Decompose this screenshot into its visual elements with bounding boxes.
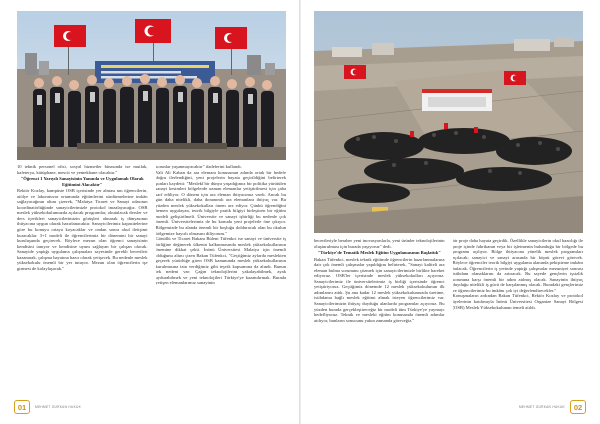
footer-brand-right: MEHMET GÜRKAN HUKUK: [518, 405, 565, 409]
right-col2-paragraph-2: Konuşmaların ardından Bakan Tüfenkci, Rektör Kozlay ve protokol üyelerinin katılımıyla İnönü Üniversitesi Organize Sanayi Bölgesi (OSB) Meslek Yüksekokulunun temeli atıldı.: [452, 293, 583, 310]
page-number-left: 01: [14, 400, 30, 414]
left-footer: [14, 400, 86, 414]
aerial-illustration-right: [314, 11, 583, 233]
left-col2-paragraph-1: sorunlar yaşanmayacaktır" ifadelerini kullandı.: [155, 164, 242, 169]
right-column-2: [453, 238, 584, 390]
right-col2-paragraph-1: bir proje daha hayata geçirdik. Özellikle sanayicilerin okul hazırlığı ile proje içinde fabrikanın veya bir işletmenin bulunduğu bir bölgede bu programı açılıyor. Bölge ihtiyacına yönelik meslek programları açılacak; sanayici ve sanayi arasında bir köprü görevi görecek. Böylece öğrenciler teorik bilgiyi uygulama alanında pekiştirme imkânı bulacak. Öğrencilerin iş yerinde yaptığı çalışmalar mezuniyet sonrası istihdam olanaklarını da artıracak. Bu sayede gençlerin işsizlik sorununa karşı önemli bir adım atılmış olacak. Sanayinin ihtiyaç duyduğu nitelikli iş gücü de karşılanmış olacak. Buradaki gençlerimiz ve öğrencilerimiz bu imkânı çok iyi değerlendirecekler.": [452, 238, 583, 293]
left-col2-paragraph-2: Vali Ali Kaban da ara elemanı konusunun adında ortak bir hedefe doğru ilerlendiğini, yeni projelerin hayata geçirildiğini belirterek şunları kaydetti: "Meslekî bir dünya yaşadığımız bir politika yürütülen sanayi kesimleri bölgelerde uzman elemanlar yetiştirilmesi için çaba sarf ediliyor. O dönem için ara eleman ihtiyacımız vardı. Ancak bu gün daha nitelikli, daha donanımlı ara elemanlara ihtiyaç var. Bu yüzden meslek yüksekokulları önem arz ediyor. Çünkü öğrendiğini hemen uygulayan, teorik bilgiyle pratik bilgiyi birleştiren bir eğitim modeli geliştirilmeli. Üniversite ve sanayi işbirliği bu nedenle çok önemli. Üniversitelerimiz de bu konuda yeni projelerle öne çıkıyor. Bölgemizde bu alanda önemli bir boşluğu dolduracak olan bu okulun bölgemize hayırlı olmasını diliyorum.": [155, 169, 286, 236]
left-col1-paragraph-2: Rektör Kozlay, kampüste OSB içerisinde yer alması nın öğrencilerin, atölye ve laboratuvar ortamında eğitimlerini sürdürmelerine imkân sağlayacağının altını çizerek, "Malatya Ticaret ve Sanayi odasının koordinatörlüğünde sanayicilerimizle protokol imzalayacağız. OSB meslek yüksekokulumuzda açılacak programlar, okutulacak dersler ve ders içerikleri sanayicilerimizin görüşleri alınarak iş dünyasının ihtiyacına uygun olarak hazırlanacaktır. Sanayicilerimiz kapasitelerine göre bu konuyu ortaya koyacaklar ve ondan sonra okul iletişimi kuracaklar. 3+1 modeli ile öğrencilerimiz bir dönemini bir sanayi kuruluşunda geçirecek. Böylece mezun olan öğrenci sanayisinin kendisini tanıyor ve kendisine uyum sağlayan bir çalışan olacak. Sanayide yaptığı uygulama çalışmaları sayesinde gerekli becerileri kazanarak, çalışma hayatına hazır olarak yetişecek. Bu nedenle meslek yüksekokulu önemli bir yer tutuyor. Mezun olan öğrencilerin işe girmesi de kolaylaşacak.": [17, 188, 148, 271]
left-col1-subheading: "Öğrenci 1 Yarıyılı Sanayisinin Yanında ve Uygulamalı Olarak Eğitimini Alacaktır": [20, 176, 144, 187]
ceremony-photo-left: [17, 11, 286, 160]
right-page: [300, 0, 600, 424]
page-gutter: [299, 0, 301, 424]
page-number-right: 02: [570, 400, 586, 414]
aerial-photo-right: [314, 11, 583, 233]
right-footer: [514, 400, 586, 414]
footer-brand-left: MEHMET GÜRKAN HUKUK: [35, 405, 82, 409]
left-column-1: [17, 164, 148, 390]
left-col2-paragraph-3: Gönüllü ve Ticaret Bakanı Bülent Tüfenkci ise sanayi ve üniversite iş birliğine değinerek ülkenin kalkınmasında meslek yüksekokullarının önemine dikkat çekti. İnönü Üniversitesi Malatya için önemli olduğunu altını çizen Bakan Tüfenkci, "Geçtiğimiz aylarda meslekten geçerek yürürlüğe giren OSB kanununda meslek yüksekokullarının kurulmasına izin verdiğimiz gibi teşvik kapsamına da alındı. Bunun tek nedeni var: Çağın teknolojilerini yakalayabilmek, ayak uydurabilmek ve yeni teknolojileri Türkiye'ye kazandırmak. Burada yetişen elemanlarımız sanayinin: [155, 236, 286, 286]
right-col1-paragraph-1: becerileriyle beraber yeni inovasyonlarla, yeni ürünler teknolojilerinin oluşturulması için burada yaşıyoruz" dedi.: [314, 238, 445, 249]
left-column-2: [156, 164, 287, 390]
left-text-columns: [17, 164, 286, 390]
right-col1-paragraph-2: Bakan Tüfenkci, meslek teknik eğitimde öğrencilerin hazırlanmalarına dair çok önemli çalışmalar yapıldığını belirterek, "Sanayi kaliteli ara eleman bulma sorununu çözmek için sanayicilerimizle birlikte hareket ediyoruz. OSB'ler içerisinde meslek yüksekokulları açıyoruz. Sanayicilerimiz ile üniversitelerimiz iş birliği içerisinde öğrenci yetiştiriyoruz. Geçtiğimiz dönemde 12 meslek yüksekokulunun ilk adımlarını attık. Şu ana kadar 12 meslek yüksekokulumuzda üretime, istihdama bağlı meslek eğitimi almak isteyen öğrencilerimiz var. Sanayicilerimizin ihtiyaç duyduğu alanlarda programlar açıyoruz. Bu yüzden burada gerçekleştireceğiz bir modeli tüm Türkiye'ye yaymayı hedefliyoruz. Teknik ve mesleki eğitim konusunda önemli adımlar atılıyor, bunların sonucunu yakın zamanda göreceğiz.": [314, 256, 445, 323]
right-text-columns: [314, 238, 583, 390]
right-col1-subheading: "Türkiye'de Tematik Meslek Eğitim Uygulamasının Başlattık": [317, 250, 441, 256]
left-col1-paragraph-1: 10 teknik personel ofisi, sosyal hizmetler binasında ise mutfak, kafeterya, kütüphane, mescit ve yemekhane olacaktır.": [17, 164, 148, 175]
right-column-1: [314, 238, 445, 390]
ceremony-illustration-left: [17, 11, 286, 160]
